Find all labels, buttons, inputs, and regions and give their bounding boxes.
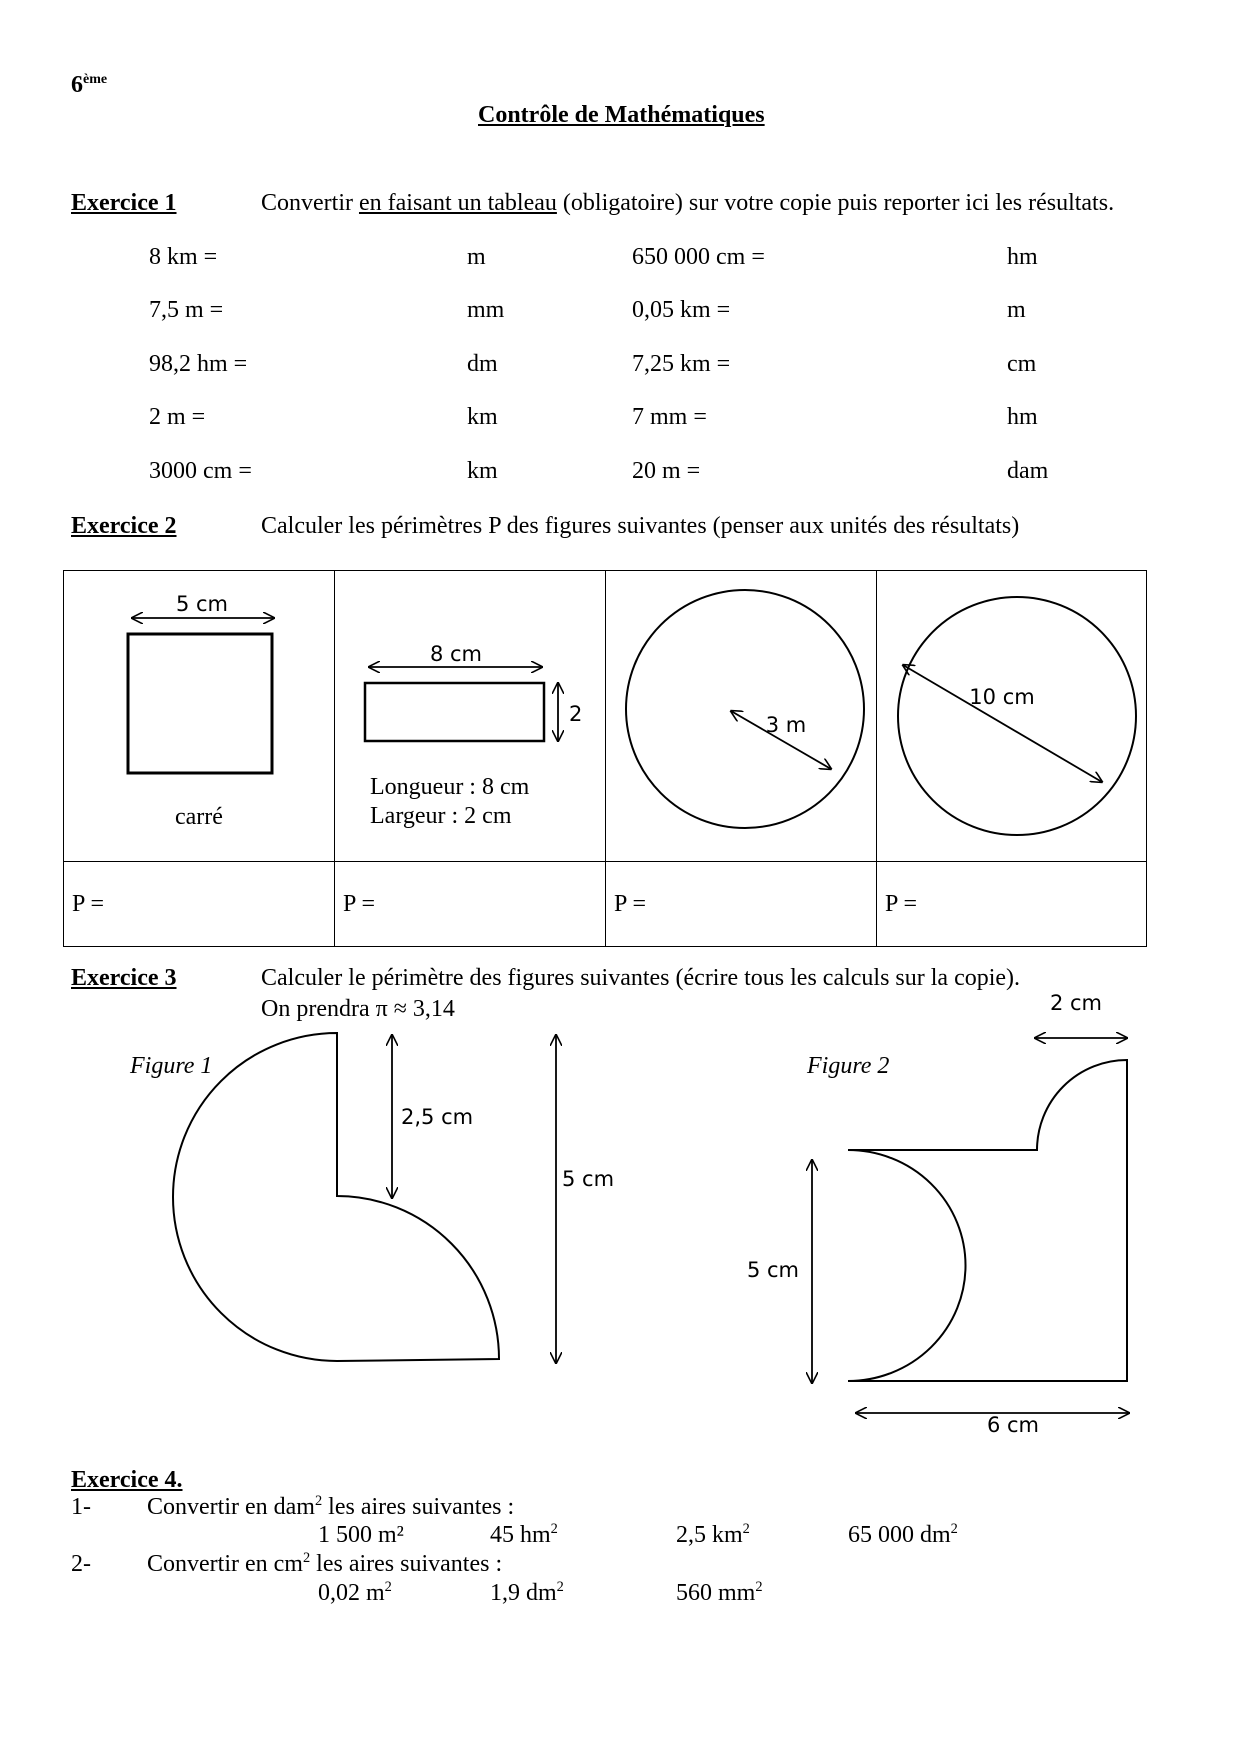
conversion-unit: hm: [1007, 404, 1038, 430]
circle-diameter: 10 cm: [969, 685, 1035, 709]
conversion-unit: km: [467, 458, 498, 484]
grade-label: 6ème: [71, 72, 108, 98]
conversion-question: 8 km =: [149, 244, 218, 270]
figure-1-shape: [173, 1033, 614, 1363]
figure-1-small-dimension: 2,5 cm: [401, 1105, 474, 1129]
figure-1-big-dimension: 5 cm: [562, 1167, 615, 1191]
conversion-unit: dam: [1007, 458, 1049, 484]
square-shape: [128, 634, 272, 773]
rectangle-length: 8 cm: [429, 642, 483, 666]
figure-2-top-dimension: 2 cm: [1049, 991, 1103, 1015]
area-value: 2,5 $km^2$: [676, 1521, 750, 1548]
area-value: 560 $mm^2$: [676, 1579, 763, 1606]
rectangle-shape: [365, 683, 544, 741]
square-caption: carré: [175, 804, 223, 830]
perimeter-answer: P =: [614, 891, 646, 917]
exercise-3-label: Exercice 3: [71, 965, 177, 991]
conversion-question: 7,25 km =: [632, 351, 731, 377]
circle-radius: 3 m: [765, 713, 807, 737]
conversion-question: 7 mm =: [632, 404, 707, 430]
conversion-question: 0,05 km =: [632, 297, 731, 323]
area-value: 65 000 $dm^2$: [848, 1521, 958, 1548]
conversion-unit: mm: [467, 297, 505, 323]
exercise-2-instruction: Calculer les périmètres P des figures suivantes (penser aux unités des résultats): [261, 513, 1020, 539]
page-title: Contrôle de Mathématiques: [478, 102, 765, 128]
perimeter-answer: P =: [72, 891, 104, 917]
rectangle-width: 2: [569, 702, 583, 726]
circle-shape: [626, 590, 864, 828]
area-value: 45 $hm^2$: [490, 1521, 558, 1548]
circle-diameter-arrow: [903, 665, 1102, 782]
square-dimension: 5 cm: [175, 592, 229, 616]
figure-2-left-dimension: 5 cm: [746, 1258, 799, 1282]
circle-radius-figure: [626, 590, 864, 828]
conversion-unit: m: [467, 244, 486, 270]
perimeter-figures: [64, 571, 1148, 861]
figure-2-shape: [747, 991, 1129, 1437]
conversion-unit: cm: [1007, 351, 1037, 377]
conversion-question: 7,5 m =: [149, 297, 224, 323]
rectangle-caption-length: Longueur : 8 cm: [370, 774, 530, 800]
exercise-4-item-number: 1-: [71, 1494, 91, 1520]
figure-1-label: Figure 1: [130, 1053, 213, 1079]
conversion-unit: hm: [1007, 244, 1038, 270]
circle-diameter-figure: [898, 597, 1136, 835]
exercise-1-label: Exercice 1: [71, 190, 177, 216]
conversion-unit: km: [467, 404, 498, 430]
area-value: 0,02 $m^2$: [318, 1579, 392, 1606]
exercise-4-item-number: 2-: [71, 1551, 91, 1577]
rectangle-figure: [365, 642, 582, 741]
conversion-question: 20 m =: [632, 458, 701, 484]
exercise-3-pi-note: On prendra π ≈ 3,14: [261, 996, 455, 1022]
perimeter-table: [63, 570, 1147, 947]
conversion-question: 98,2 hm =: [149, 351, 248, 377]
exercise-3-figures: [0, 990, 1240, 1440]
area-value: 1,9 $dm^2$: [490, 1579, 564, 1606]
conversion-unit: dm: [467, 351, 498, 377]
perimeter-answer: P =: [885, 891, 917, 917]
conversion-unit: m: [1007, 297, 1026, 323]
rectangle-caption-width: Largeur : 2 cm: [370, 803, 512, 829]
conversion-question: 3000 cm =: [149, 458, 252, 484]
exercise-4-item-1-text: Convertir en dam$^2$ les aires suivantes :: [147, 1493, 515, 1520]
exercise-3-instruction: Calculer le périmètre des figures suivantes (écrire tous les calculs sur la copie).: [261, 965, 1021, 991]
figure-2-label: Figure 2: [807, 1053, 890, 1079]
exercise-2-label: Exercice 2: [71, 513, 177, 539]
figure-2-bottom-dimension: 6 cm: [986, 1413, 1040, 1437]
area-value: 1 500 m²: [318, 1522, 404, 1548]
conversion-question: 650 000 cm =: [632, 244, 765, 270]
conversion-question: 2 m =: [149, 404, 206, 430]
exercise-1-instruction: Convertir en faisant un tableau (obligatoire) sur votre copie puis reporter ici les résultats.: [261, 190, 1115, 216]
perimeter-answer: P =: [343, 891, 375, 917]
square-figure: [128, 592, 274, 773]
exercise-4-item-2-text: Convertir en $cm^2$ les aires suivantes :: [147, 1550, 503, 1577]
exercise-4-label: Exercice 4.: [71, 1467, 183, 1493]
circle-shape: [898, 597, 1136, 835]
